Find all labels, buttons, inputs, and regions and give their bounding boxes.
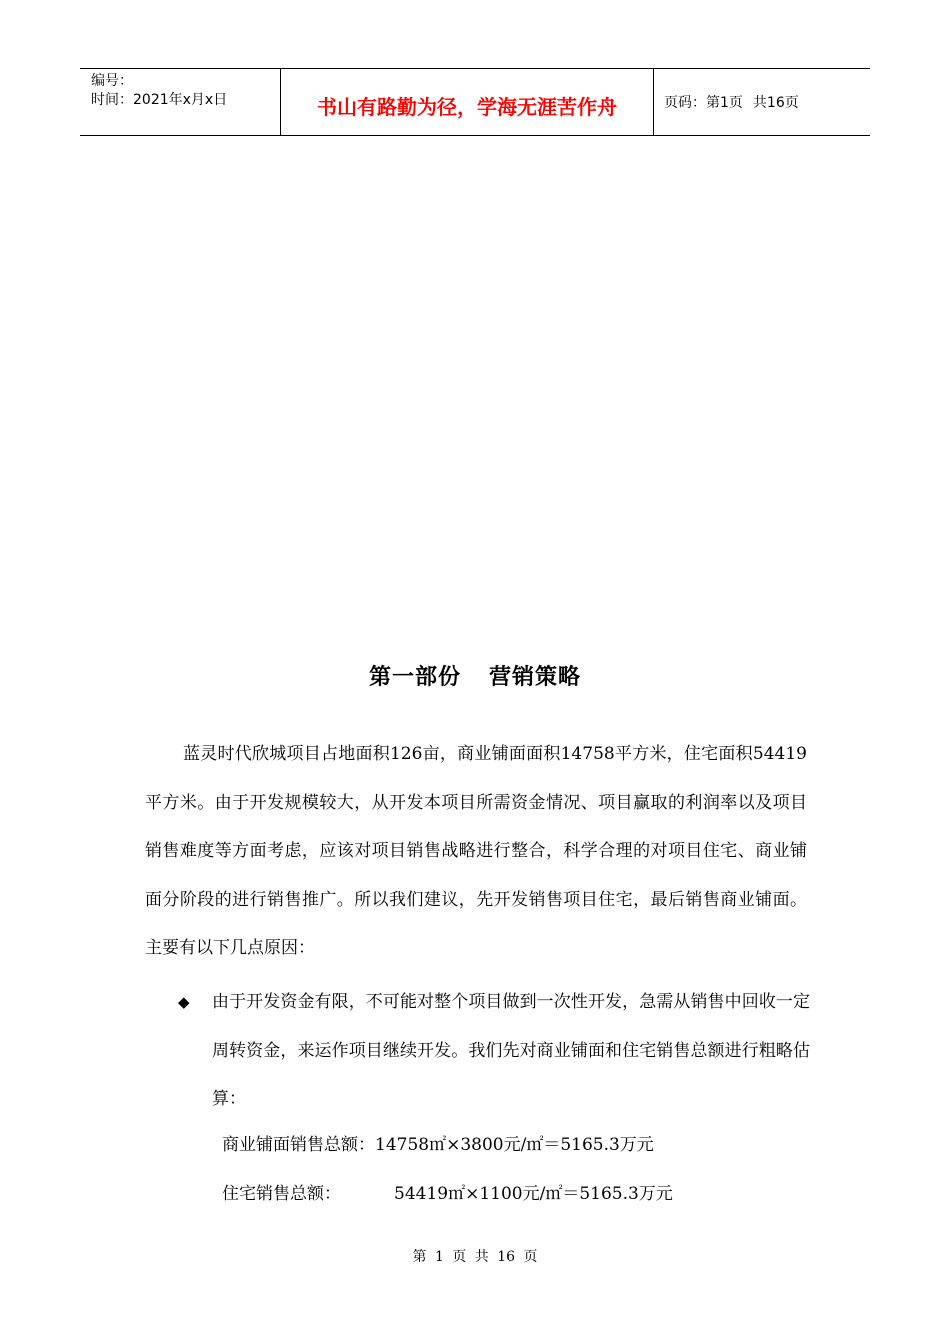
serial-number-label: 编号： <box>91 73 133 89</box>
section-title <box>0 660 950 691</box>
calculation-value: 54419㎡×1100元/㎡＝5165.3万元 <box>394 1184 673 1204</box>
calculation-value: 14758㎡×3800元/㎡＝5165.3万元 <box>375 1135 654 1155</box>
bullet-text: 由于开发资金有限，不可能对整个项目做到一次性开发，急需从销售中回收一定周转资金，来运作项目继续开发。我们先对商业铺面和住宅销售总额进行粗略估算： <box>212 992 810 1109</box>
diamond-bullet-icon: ◆ <box>178 993 190 1011</box>
page-number-label: 页码：第1页 <box>664 95 743 111</box>
calculation-row <box>222 1130 654 1160</box>
date-label: 时间：2021年x月x日 <box>91 92 228 108</box>
page-total-label: 共16页 <box>752 95 799 111</box>
calculation-label: 住宅销售总额： <box>222 1184 341 1204</box>
document-header <box>80 68 870 136</box>
page-footer: 第 1 页 共 16 页 <box>412 1249 538 1265</box>
calculation-row <box>222 1179 673 1209</box>
section-title-text: 营销策略 <box>489 665 582 690</box>
calculation-label: 商业铺面销售总额： <box>222 1135 375 1155</box>
intro-paragraph: 蓝灵时代欣城项目占地面积126亩，商业铺面面积14758平方米，住宅面积54419平方米。由于开发规模较大，从开发本项目所需资金情况、项目赢取的利润率以及项目销售难度等方面考虑，应该对项目销售战略进行整合，科学合理的对项目住宅、商业铺面分阶段的进行销售推广。所以我们建议，先开发销售项目住宅，最后销售商业铺面。主要有以下几点原因： <box>145 744 807 958</box>
motto-text: 书山有路勤为径，学海无涯苦作舟 <box>317 94 617 119</box>
header-page-cell <box>654 69 870 135</box>
header-meta-cell <box>80 69 281 135</box>
bullet-item <box>178 978 810 1124</box>
header-motto-cell <box>281 69 654 135</box>
section-part-label: 第一部份 <box>368 665 461 690</box>
